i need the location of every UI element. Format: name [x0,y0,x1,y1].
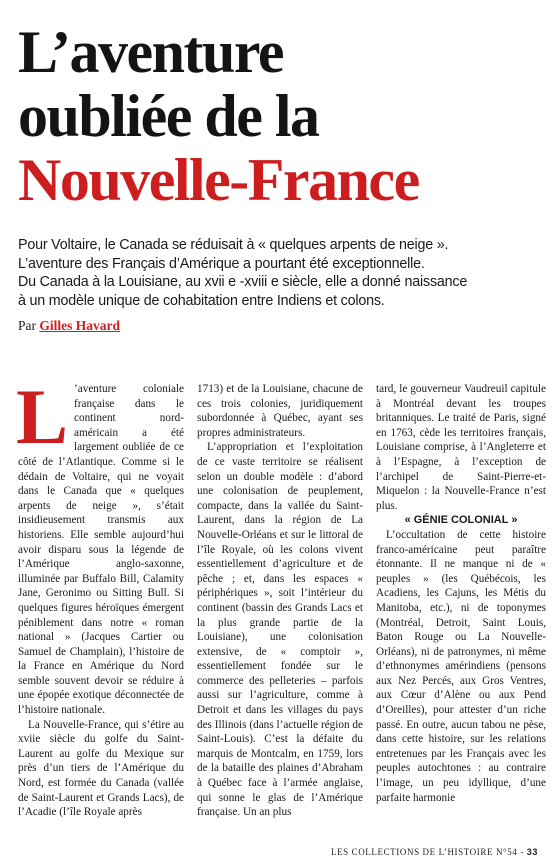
title-line-3: Nouvelle-France [18,147,419,213]
title-line-1: L’aventure [18,19,284,85]
text-column-3 [376,382,546,805]
paragraph: L’occultation de cette histoire franco-américaine peut paraître étonnante. Il ne manque ni de « peuples » (les Québécois, les Acadiens, les Cajuns, les Métis du Manitoba, etc.), ni de toponymes (Montréal, Detroit, Saint Louis, Baton Rouge ou La Nouvelle-Orléans), ni de patronymes, ni même d’ethnonymes amérindiens (pensons aux Nez Percés, aux Gros Ventres, aux Cœur d’Alène ou aux Pend d’Oreilles), pour attester d’un riche passé. En outre, aucun tabou ne pèse, dans cette histoire, sur les relations entretenues par les Français avec les peuples autochtones : au contraire l’image, un peu idyllique, d’une parfaite harmonie [376,528,546,804]
drop-cap: L [16,373,69,460]
section-subhead: « GÉNIE COLONIAL » [404,514,518,527]
text-column-2 [197,382,363,820]
page-footer [331,847,538,857]
page-number: 33 [526,847,538,857]
byline-prefix: Par [18,318,36,333]
author-link[interactable]: Gilles Havard [39,318,120,333]
paragraph: La Nouvelle-France, qui s’étire au xviie siècle du golfe du Saint-Laurent au golfe du Mexique sur près d’un tiers de l’Amérique du Nord, est formée du Canada (vallée de Saint-Laurent et Grands Lacs), de l’Acadie (l’île Royale après [18,718,184,819]
byline [18,318,120,334]
publication-name: LES COLLECTIONS DE L’HISTOIRE [330,847,494,857]
article-title [18,20,548,212]
paragraph: 1713) et de la Louisiane, chacune de ces trois colonies, juridiquement subordonnée à Québec, ayant ses propres administrateurs. [197,383,363,439]
lede-line: Du Canada à la Louisiane, au xvii e -xviii e siècle, elle a donné naissance [18,274,468,290]
paragraph: tard, le gouverneur Vaudreuil capitule à Montréal devant les troupes britanniques. Le traité de Paris, signé en 1763, cède les territoires français, Louisiane comprise, à l’Angleterre et à l’Espagne, à l’exception de l’archipel de Saint-Pierre-et-Miquelon : la Nouvelle-France n’est plus. [376,383,546,512]
title-line-2: oubliée de la [18,83,319,149]
paragraph: ’aventure coloniale française dans le continent nord-américain a été largement oubliée de ce côté de l’Atlantique. Comme si le dédain de Voltaire, qui ne voyait dans le Canada que « quelques arpents de neige », s’était insidieusement transmis aux historiens. Elle semble aujourd’hui avoir disparu sous la légende de l’Amérique anglo-saxonne, illuminée par Buffalo Bill, Calamity Jane, Geronimo ou Sitting Bull. Si quelques figures héroïques émergent péniblement dans notre « roman national » (Jacques Cartier ou Samuel de Champlain), l’histoire de la France en Amérique du Nord semble souvent devoir se réduire à une épopée exotique déconnectée de l’histoire nationale. [18,383,184,717]
article-lede [18,236,546,310]
lede-line: L’aventure des Français d’Amérique a pourtant été exceptionnelle. [18,255,425,272]
text-column-1 [16,373,184,820]
issue-number: N°54 [495,847,518,857]
paragraph: L’appropriation et l’exploitation de ce vaste territoire se réalisent selon un double modèle : d’abord une colonisation de peuplement, compacte, dans la vallée du Saint-Laurent, dans la région de La Nouvelle-Orléans et sur le littoral de l’île Royale, où les colons vivent essentiellement d’agriculture et de pêche ; et, dans les espaces « périphériques », soit l’intérieur du continent (bassin des Grands Lacs et la plus grande partie de la Louisiane), une colonisation extensive, de « comptoir », essentiellement fondée sur le commerce des pelleteries – parfois aussi sur l’agriculture, comme à Detroit et dans les villages du pays des Illinois (dans l’actuelle région de Saint-Louis). C’est la défaite du marquis de Montcalm, en 1759, lors de la bataille des plaines d’Abraham à Québec face à l’armée anglaise, qui sonne le glas de l’Amérique française. Un an plus [197,441,363,819]
lede-line: à un modèle unique de cohabitation entre Indiens et colons. [18,292,385,309]
footer-separator: - [520,847,524,857]
lede-line: Pour Voltaire, le Canada se réduisait à « quelques arpents de neige ». [18,237,449,253]
